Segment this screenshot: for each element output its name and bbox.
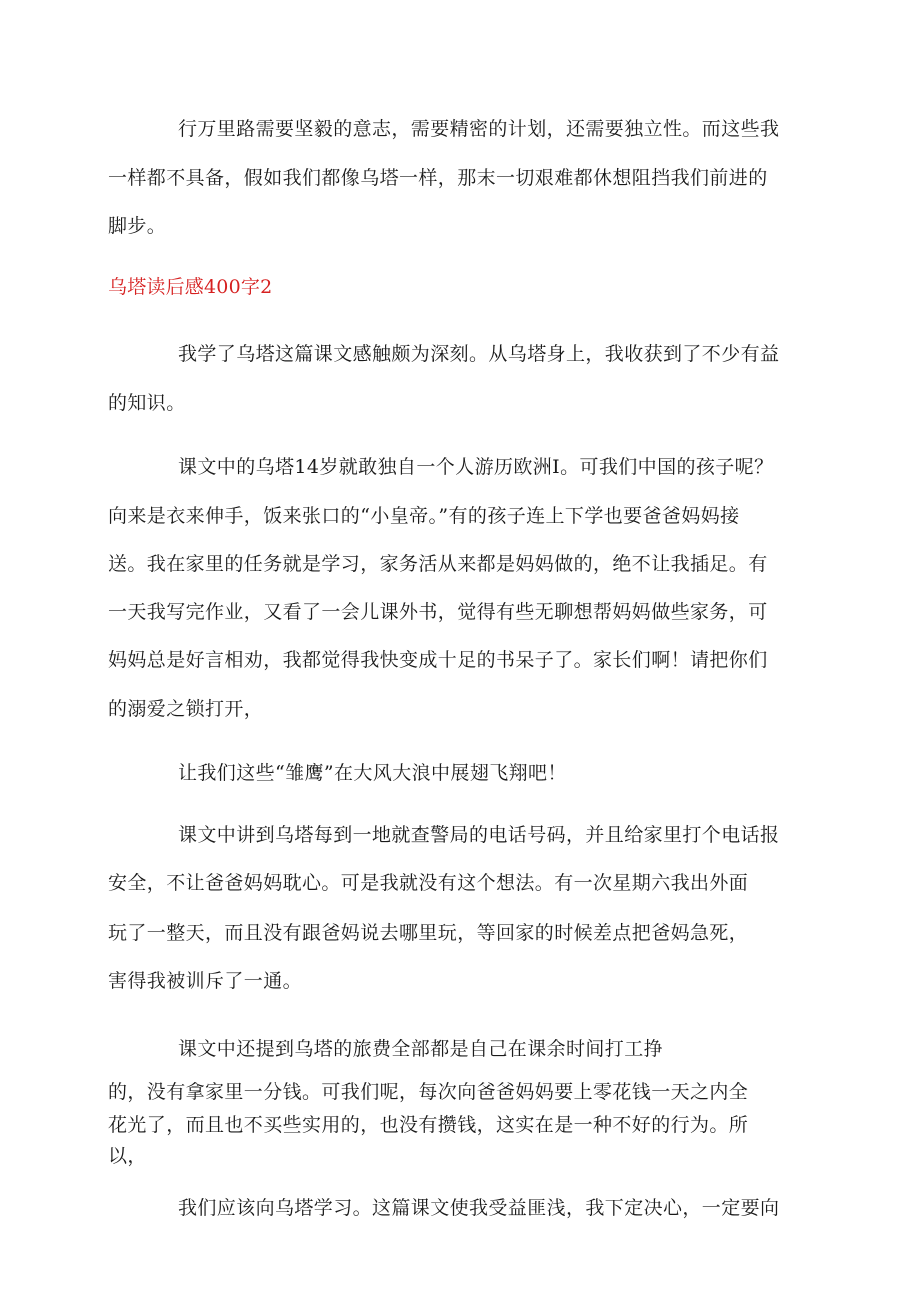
section-heading: 乌塔读后感400字2	[108, 276, 273, 298]
text-line: 的溺爱之锁打开，	[108, 698, 264, 720]
text-line: 行万里路需要坚毅的意志，需要精密的计划，还需要独立性。而这些我	[178, 118, 780, 140]
text-line: 妈妈总是好言相劝，我都觉得我快变成十足的书呆子了。家长们啊！请把你们	[108, 649, 768, 671]
text-line: 脚步。	[108, 215, 167, 237]
text-line: 害得我被训斥了一通。	[108, 970, 303, 992]
text-line: 以，	[108, 1145, 147, 1167]
text-line: 的知识。	[108, 392, 186, 414]
text-line: 玩了一整天，而且没有跟爸妈说去哪里玩，等回家的时候差点把爸妈急死，	[108, 922, 749, 944]
text-line: 花光了，而且也不买些实用的，也没有攒钱，这实在是一种不好的行为。所	[108, 1114, 749, 1136]
text-line: 课文中讲到乌塔每到一地就查警局的电话号码，并且给家里打个电话报	[178, 824, 780, 846]
text-line: 课文中还提到乌塔的旅费全部都是自己在课余时间打工挣	[178, 1038, 664, 1060]
text-line: 一天我写完作业，又看了一会儿课外书，觉得有些无聊想帮妈妈做些家务，可	[108, 601, 768, 623]
text-line: 向来是衣来伸手，饭来张口的“小皇帝。”有的孩子连上下学也要爸爸妈妈接	[108, 505, 740, 527]
text-line: 送。我在家里的任务就是学习，家务活从来都是妈妈做的，绝不让我插足。有	[108, 553, 768, 575]
text-line: 我们应该向乌塔学习。这篇课文使我受益匪浅，我下定决心，一定要向	[178, 1197, 780, 1219]
text-line: 的，没有拿家里一分钱。可我们呢，每次向爸爸妈妈要上零花钱一天之内全	[108, 1081, 749, 1103]
text-line: 一样都不具备，假如我们都像乌塔一样，那末一切艰难都休想阻挡我们前进的	[108, 167, 768, 189]
text-line: 安全，不让爸爸妈妈耽心。可是我就没有这个想法。有一次星期六我出外面	[108, 872, 749, 894]
text-line: 课文中的乌塔14岁就敢独自一个人游历欧洲I。可我们中国的孩子呢？	[178, 456, 774, 478]
text-line: 我学了乌塔这篇课文感触颇为深刻。从乌塔身上，我收获到了不少有益	[178, 343, 780, 365]
text-line: 让我们这些“雏鹰”在大风大浪中展翅飞翔吧！	[178, 762, 567, 784]
